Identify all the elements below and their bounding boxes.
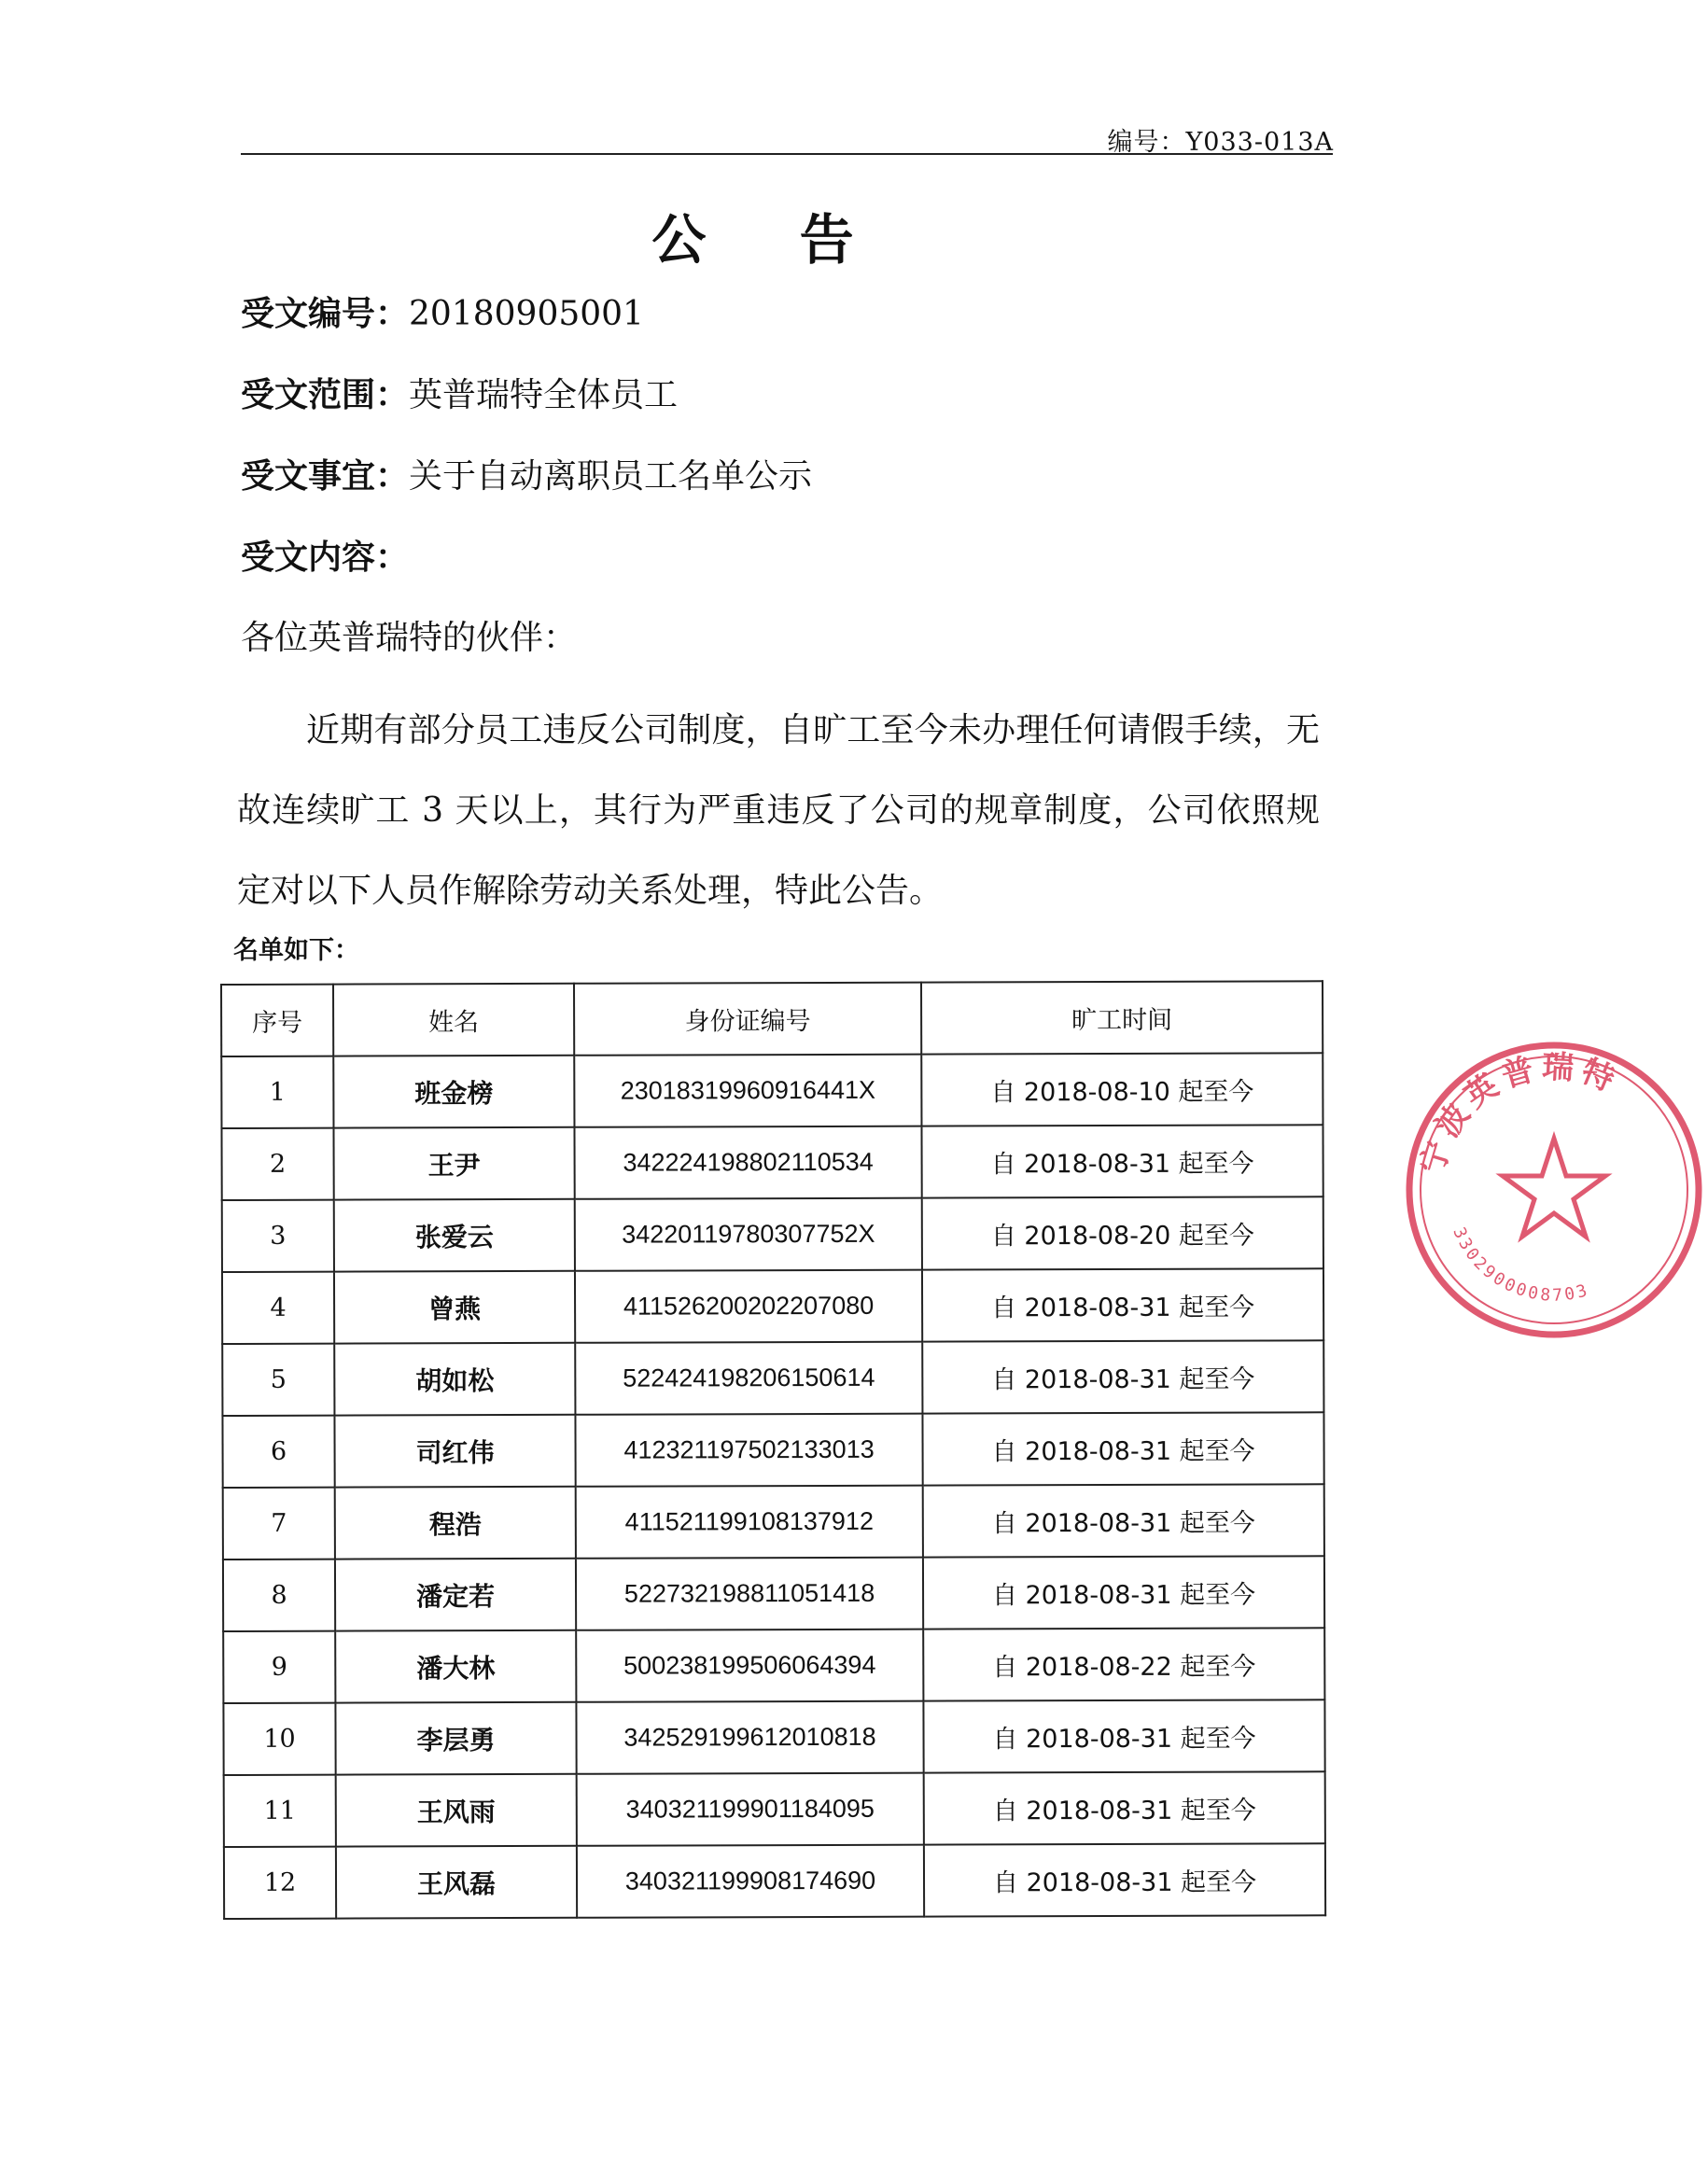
row-absent: 自 2018-08-31 起至今 <box>923 1699 1324 1772</box>
header-id: 身份证编号 <box>574 983 921 1056</box>
row-name: 胡如松 <box>334 1343 575 1416</box>
row-name: 李层勇 <box>335 1702 576 1775</box>
roster-table <box>220 980 1326 1920</box>
header-rule <box>241 153 1333 155</box>
table-row <box>222 1340 1323 1416</box>
row-no: 5 <box>222 1344 334 1416</box>
row-name: 张爱云 <box>334 1199 575 1272</box>
matter-label: 受文事宜： <box>241 457 410 496</box>
row-name: 潘大林 <box>335 1630 576 1703</box>
scope-field <box>241 369 678 416</box>
row-name: 王风磊 <box>336 1846 577 1919</box>
table-row <box>222 1196 1323 1272</box>
header-name: 姓名 <box>333 984 574 1056</box>
row-name: 曾燕 <box>334 1271 575 1344</box>
row-id: 500238199506064394 <box>576 1630 923 1702</box>
ref-no-label: 受文编号： <box>241 295 410 333</box>
row-absent: 自 2018-08-31 起至今 <box>924 1843 1325 1916</box>
list-label: 名单如下： <box>233 936 359 965</box>
greeting: 各位英普瑞特的伙伴： <box>241 619 578 657</box>
row-id: 342529199612010818 <box>576 1701 923 1774</box>
table-row <box>221 1125 1323 1200</box>
table-row <box>224 1843 1325 1919</box>
notice-body: 近期有部分员工违反公司制度，自旷工至今未办理任何请假手续，无故连续旷工 3 天以上，其行为严重违反了公司的规章制度，公司依照规定对以下人员作解除劳动关系处理，特此公告。 <box>237 711 1320 910</box>
row-name: 程浩 <box>335 1487 576 1560</box>
row-no: 1 <box>221 1056 333 1128</box>
content-label: 受文内容： <box>241 539 410 577</box>
row-no: 2 <box>221 1128 333 1200</box>
matter-value: 关于自动离职员工名单公示 <box>409 457 813 496</box>
row-name: 司红伟 <box>334 1415 575 1488</box>
table-row <box>222 1268 1323 1344</box>
company-seal-icon <box>1400 1036 1708 1344</box>
header-absent: 旷工时间 <box>921 981 1323 1054</box>
row-id: 411521199108137912 <box>576 1486 923 1559</box>
row-id: 340321199908174690 <box>577 1845 924 1918</box>
row-absent: 自 2018-08-31 起至今 <box>922 1412 1323 1485</box>
row-name: 潘定若 <box>335 1559 576 1631</box>
row-name: 王风雨 <box>336 1774 577 1847</box>
row-id: 23018319960916441X <box>574 1055 921 1127</box>
svg-text:宁波英普瑞特 <box>1414 1048 1625 1178</box>
row-id: 342224198802110534 <box>574 1126 921 1199</box>
row-no: 11 <box>224 1775 336 1847</box>
document-number: 编号：Y033-013A <box>1107 128 1334 157</box>
table-row <box>223 1699 1324 1775</box>
table-row <box>222 1412 1323 1488</box>
table-row <box>221 1053 1323 1128</box>
row-absent: 自 2018-08-31 起至今 <box>923 1484 1324 1557</box>
row-no: 8 <box>223 1560 335 1631</box>
row-absent: 自 2018-08-20 起至今 <box>922 1196 1323 1269</box>
seal-name-text: 宁波英普瑞特 <box>1413 1048 1625 1179</box>
row-no: 7 <box>223 1488 335 1560</box>
row-absent: 自 2018-08-22 起至今 <box>923 1628 1324 1700</box>
row-no: 4 <box>222 1272 334 1344</box>
table-row <box>223 1628 1324 1703</box>
row-absent: 自 2018-08-10 起至今 <box>921 1053 1323 1126</box>
row-name: 王尹 <box>333 1127 574 1200</box>
row-no: 6 <box>222 1416 334 1488</box>
table-header-row <box>221 981 1323 1056</box>
row-id: 522424198206150614 <box>575 1342 922 1415</box>
row-no: 9 <box>223 1631 335 1703</box>
row-no: 10 <box>223 1703 335 1775</box>
row-no: 3 <box>222 1200 334 1272</box>
page-title: 公 告 <box>651 208 891 272</box>
ref-no-value: 20180905001 <box>409 295 644 333</box>
seal-number-text: 3302900008703 <box>1449 1224 1592 1306</box>
table-row <box>223 1484 1324 1560</box>
row-name: 班金榜 <box>333 1056 574 1128</box>
roster-table-wrapper <box>220 980 1326 1920</box>
row-absent: 自 2018-08-31 起至今 <box>924 1771 1325 1844</box>
row-absent: 自 2018-08-31 起至今 <box>922 1268 1323 1341</box>
row-no: 12 <box>224 1847 336 1919</box>
row-absent: 自 2018-08-31 起至今 <box>921 1125 1323 1197</box>
matter-field <box>241 450 812 497</box>
scope-value: 英普瑞特全体员工 <box>409 376 679 414</box>
row-absent: 自 2018-08-31 起至今 <box>923 1556 1324 1629</box>
ref-no-field <box>241 287 644 335</box>
row-id: 412321197502133013 <box>575 1414 922 1487</box>
seal-star-icon <box>1503 1139 1605 1237</box>
row-id: 411526200202207080 <box>575 1270 922 1343</box>
header-no: 序号 <box>221 985 333 1056</box>
row-id: 522732198811051418 <box>576 1558 923 1630</box>
content-field <box>241 531 409 579</box>
scope-label: 受文范围： <box>241 376 410 414</box>
table-row <box>223 1556 1324 1631</box>
table-row <box>224 1771 1325 1847</box>
row-id: 340321199901184095 <box>577 1773 924 1846</box>
row-absent: 自 2018-08-31 起至今 <box>922 1340 1323 1413</box>
row-id: 34220119780307752X <box>575 1198 922 1271</box>
